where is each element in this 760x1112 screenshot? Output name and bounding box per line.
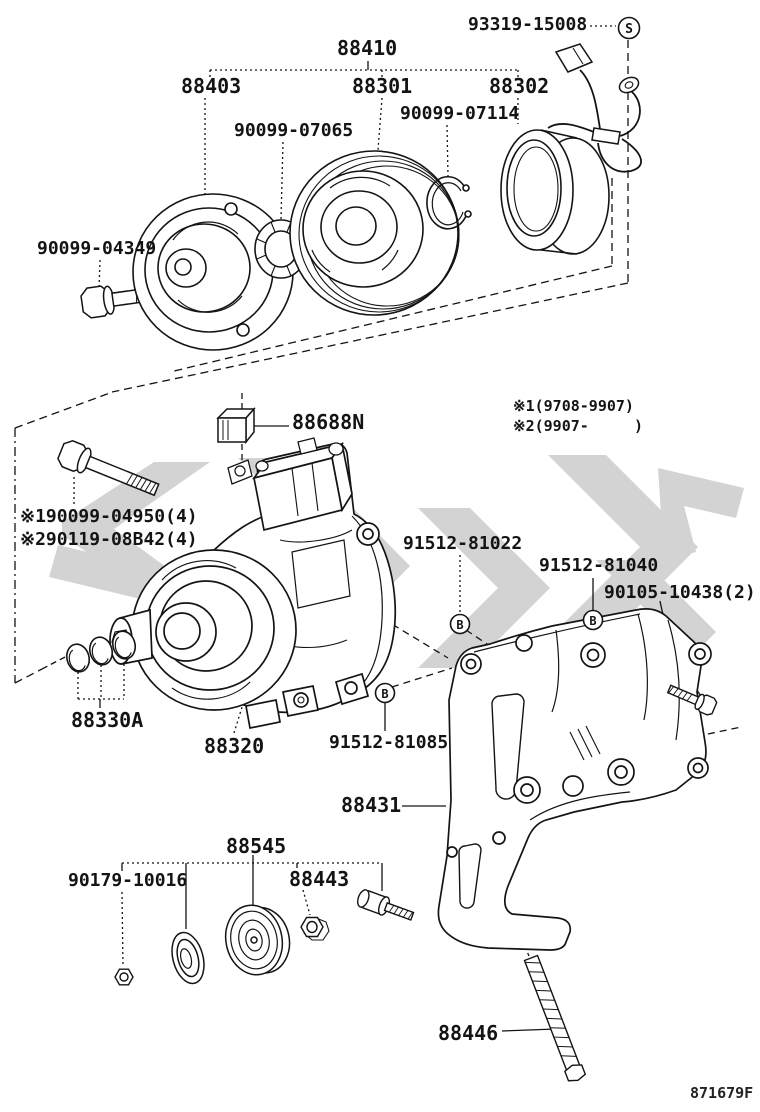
part-label-290119-08B42: ※290119-08B42(4) [20, 529, 198, 550]
tensioner-nut-drawing [115, 969, 133, 985]
part-label-90099-04349: 90099-04349 [37, 238, 157, 259]
clutch-pulley-drawing [290, 151, 459, 315]
part-label-88545: 88545 [226, 834, 287, 858]
b-marker-letter: B [589, 614, 597, 628]
part-label-91512-81022: 91512-81022 [403, 533, 523, 554]
figure-code: 871679F [690, 1084, 754, 1102]
b-marker-3 [376, 684, 395, 703]
part-label-88431: 88431 [341, 793, 402, 817]
part-label-90179-10016: 90179-10016 [68, 870, 188, 891]
part-label-88403: 88403 [181, 74, 242, 98]
part-label-90099-07065: 90099-07065 [234, 120, 354, 141]
part-label-93319-15008: 93319-15008 [468, 14, 588, 35]
note-applicability-2: ※2(9907- ) [513, 417, 643, 435]
cover-washer-drawing [167, 929, 209, 987]
part-label-90105-10438: 90105-10438(2) [604, 582, 756, 603]
part-label-190099-04950: ※190099-04950(4) [20, 506, 198, 527]
idler-pulley-drawing [219, 898, 295, 980]
bracket-drawing [438, 609, 711, 950]
relay-connector-drawing [218, 409, 254, 442]
lock-nut-drawing [301, 918, 329, 941]
part-label-88443: 88443 [289, 867, 350, 891]
b-marker-letter: B [456, 618, 464, 632]
pivot-bolt-drawing [355, 888, 415, 925]
stud-bolt-drawing [523, 955, 587, 1084]
part-label-91512-81085: 91512-81085 [329, 732, 449, 753]
part-label-91512-81040: 91512-81040 [539, 555, 659, 576]
note-applicability-1: ※1(9708-9907) [513, 397, 634, 415]
o-rings-drawing [64, 629, 138, 675]
s-marker-letter: S [625, 22, 633, 37]
magnet-coil-drawing [501, 130, 609, 254]
part-label-88330A: 88330A [71, 708, 144, 732]
b-marker-1 [451, 615, 470, 634]
part-label-88446: 88446 [438, 1021, 499, 1045]
s-marker [619, 18, 640, 39]
b-marker-letter: B [381, 687, 389, 701]
part-label-88410: 88410 [337, 36, 398, 60]
part-label-90099-07114: 90099-07114 [400, 103, 520, 124]
part-label-88320: 88320 [204, 734, 265, 758]
part-label-88302: 88302 [489, 74, 550, 98]
b-marker-2 [584, 611, 603, 630]
part-label-88688N: 88688N [292, 410, 365, 434]
part-label-88301: 88301 [352, 74, 413, 98]
